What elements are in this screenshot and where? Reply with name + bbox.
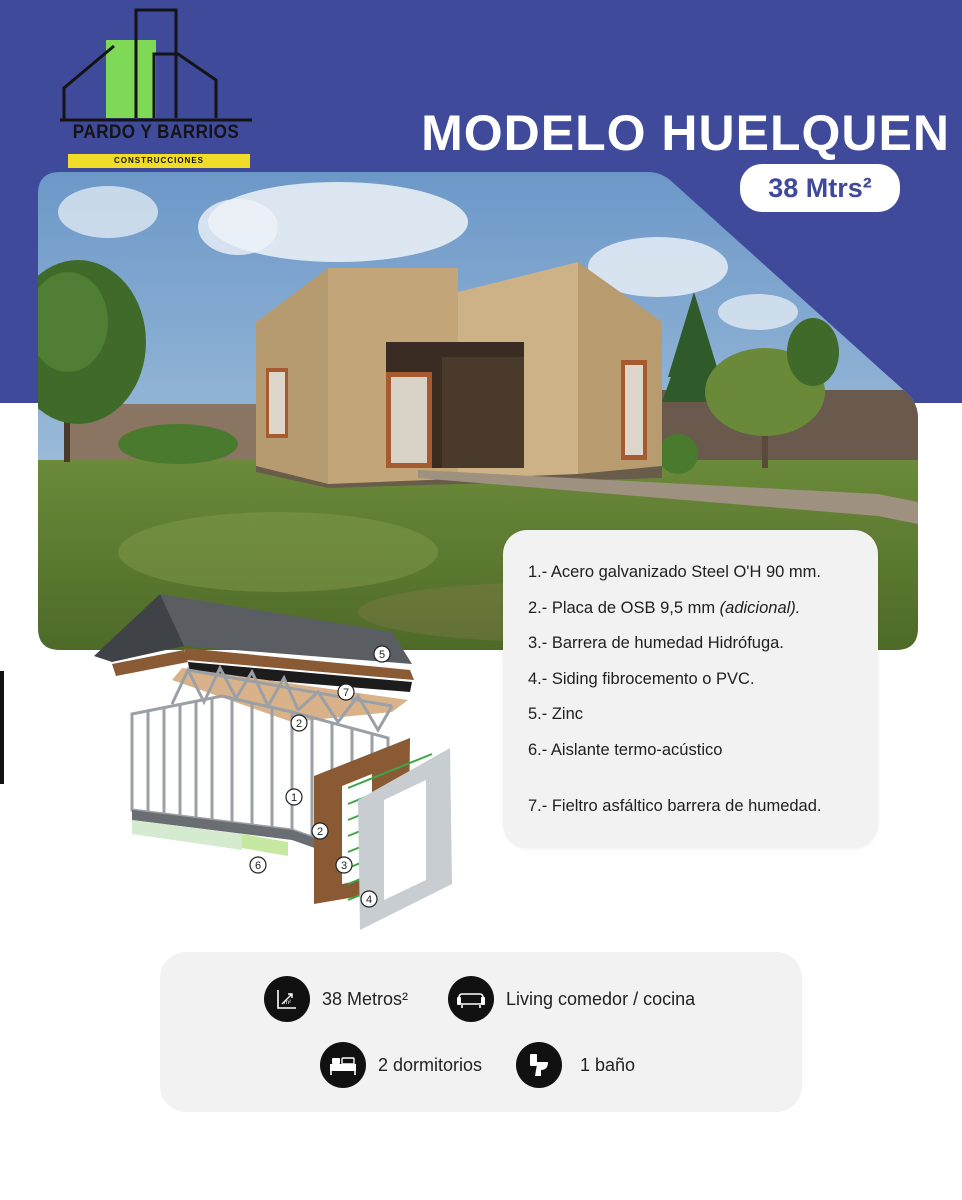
spec-item: 3.- Barrera de humedad Hidrófuga. xyxy=(528,634,784,652)
callout-label: 6 xyxy=(254,860,262,872)
callout-label: 4 xyxy=(365,894,373,906)
feature-bedrooms-label: 2 dormitorios xyxy=(378,1054,483,1075)
svg-text:m²: m² xyxy=(284,1000,291,1006)
spec-item-note: (adicional). xyxy=(719,598,801,617)
brand-logo xyxy=(58,8,258,170)
callout-label: 5 xyxy=(378,649,386,661)
toilet-icon xyxy=(516,1042,562,1088)
edge-marker xyxy=(0,671,4,784)
spec-item-text: 2.- Placa de OSB 9,5 mm xyxy=(528,598,716,617)
feature-living-label: Living comedor / cocina xyxy=(506,988,696,1009)
feature-bathrooms xyxy=(516,1042,635,1088)
feature-area xyxy=(264,976,408,1022)
spec-item: 4.- Siding fibrocemento o PVC. xyxy=(528,669,755,688)
house-outline-icon xyxy=(58,8,258,170)
steel-frame-diagram xyxy=(92,588,472,938)
brand-tagline: CONSTRUCCIONES xyxy=(68,154,250,168)
feature-bedrooms xyxy=(320,1042,482,1088)
spec-item xyxy=(528,599,821,635)
page-title: MODELO HUELQUEN xyxy=(421,105,950,161)
spec-item: 6.- Aislante termo-acústico xyxy=(528,740,723,759)
bed-icon xyxy=(320,1042,366,1088)
spec-item: 5.- Zinc xyxy=(528,705,584,723)
callout-label: 3 xyxy=(340,860,348,872)
sofa-icon xyxy=(448,976,494,1022)
area-icon xyxy=(264,976,310,1022)
specs-card xyxy=(503,530,878,848)
callout-label: 2 xyxy=(295,718,303,730)
feature-bathrooms-label: 1 baño xyxy=(580,1054,636,1075)
area-badge: 38 Mtrs² xyxy=(740,164,900,212)
feature-area-label: 38 Metros² xyxy=(322,988,409,1009)
spec-item: 7.- Fieltro asfáltico barrera de humedad. xyxy=(528,797,822,815)
callout-label: 1 xyxy=(290,792,298,804)
brand-name: PARDO Y BARRIOS xyxy=(72,122,240,143)
specs-list xyxy=(528,563,821,833)
callout-label: 7 xyxy=(342,687,350,699)
feature-living xyxy=(448,976,695,1022)
callout-label: 2 xyxy=(316,826,324,838)
features-card xyxy=(160,952,802,1112)
spec-item: 1.- Acero galvanizado Steel O'H 90 mm. xyxy=(528,563,821,581)
